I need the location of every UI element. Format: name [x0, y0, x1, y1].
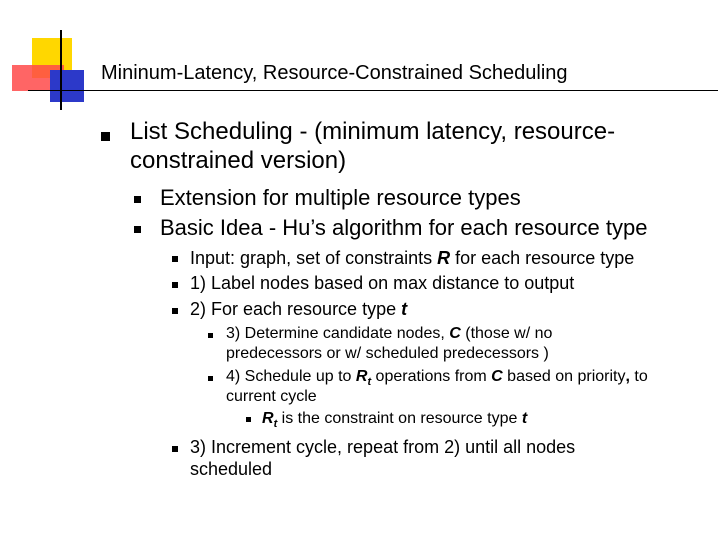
bullet-increment-cycle-line1: 3) Increment cycle, repeat from 2) until all nodes: [190, 437, 576, 457]
bullet-determine-candidates-line1: 3) Determine candidate nodes, C (those w/ no: [226, 325, 553, 342]
title-divider: [28, 90, 718, 91]
bullet-square-icon: [208, 376, 213, 381]
slide-title: Mininum-Latency, Resource-Constrained Scheduling: [101, 62, 568, 84]
bullet-square-icon: [172, 446, 178, 452]
bullet-square-icon: [101, 132, 110, 141]
bullet-basic-idea: Basic Idea - Hu’s algorithm for each resource type: [160, 215, 648, 240]
bullet-square-icon: [172, 282, 178, 288]
logo-vertical-line: [60, 30, 62, 110]
bullet-determine-candidates-line2: predecessors or w/ scheduled predecessors ): [226, 345, 549, 362]
bullet-input: Input: graph, set of constraints R for each resource type: [190, 248, 635, 268]
bullet-extension: Extension for multiple resource types: [160, 185, 521, 210]
bullet-square-icon: [172, 256, 178, 262]
bullet-square-icon: [134, 196, 141, 203]
bullet-for-each-resource: 2) For each resource type t: [190, 299, 408, 319]
bullet-square-icon: [172, 308, 178, 314]
bullet-square-icon: [134, 226, 141, 233]
bullet-square-icon: [208, 333, 213, 338]
bullet-schedule-up-to-line1: 4) Schedule up to $R_t$ operations from C based on priority, to: [226, 368, 648, 389]
bullet-label-nodes: 1) Label nodes based on max distance to output: [190, 273, 575, 293]
bullet-list-scheduling-line2: constrained version): [130, 147, 347, 174]
bullet-list-scheduling-line1: List Scheduling - (minimum latency, resource-: [130, 118, 616, 145]
logo-blue-square: [50, 70, 84, 102]
bullet-rt-constraint: $R_t$ is the constraint on resource type t: [262, 410, 528, 431]
bullet-square-icon: [246, 417, 251, 422]
bullet-schedule-up-to-line2: current cycle: [226, 388, 317, 405]
bullet-increment-cycle-line2: scheduled: [190, 459, 273, 479]
